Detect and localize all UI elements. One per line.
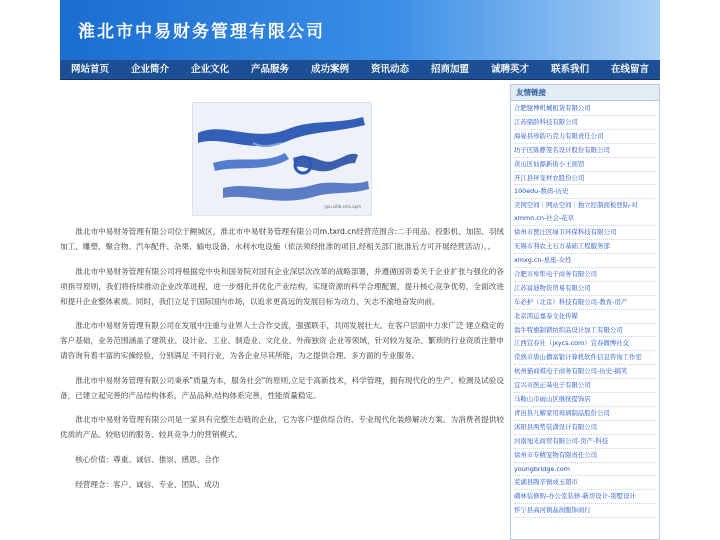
friend-link[interactable]: 江西宜春社（jxycs.com）宜春微博社交 [514,337,656,351]
nav-item-news[interactable]: 资讯动态 [370,64,409,75]
article-paragraph: 淮北市中易财务管理有限公司位于鲤城区，淮北市中易财务管理有限公司m.txrd.cn经营范围含:二手用品、投影机、加固、羽绒加工、雕塑、聚合物、汽车配件、杂果、输电设备、水利水电设施（依法须经批准的项目,经相关部门批准后方可开展经营活动）。。 [60,227,504,251]
nav-item-about[interactable]: 企业简介 [130,64,169,75]
article-paragraph: 淮北市中易财务管理有限公司在发展中注重与业界人士合作交流，强强联手，共同发展壮大。在客户层面中力求广泛 建立稳定的客户基础，业务范围涵盖了建筑业、设计业、工业、制造业、文化业、外商独资 企业等领域，针对较为复杂、繁琐的行业资质注册申请咨询有着丰富的实操经验，分别满足 不同行业，为各企业尽其所能，为之提供合理、多方面的专业服务。 [60,321,504,360]
nav-item-franchise[interactable]: 招商加盟 [430,64,469,75]
friend-link[interactable]: 磺林装修购-办公室装修-新房设计-别墅设计 [514,490,656,504]
friend-link[interactable]: 黄山区仙源新街小王面馆 [514,158,656,172]
friend-link[interactable]: 江苏富迪物资贸易有限公司 [514,282,656,296]
friend-links-panel [510,84,660,540]
friend-link[interactable]: 怀宁县高河镇晶润服饰商行 [514,504,656,518]
friend-link[interactable]: 开江县伴宠材农股份公司 [514,172,656,186]
main-nav [60,60,660,80]
friend-link[interactable]: 常熟市唐山播富银计算机软件信息咨询工作室 [514,351,656,365]
article-paragraph: 淮北市中易财务管理有限公司将根据党中央和国务院对国有企业深层次改革的战略部署，并遵循国资委关于企业扩张与强化的各项指导原则，我们将持续推动企业改革进程，进一步细化并优化产业结构，实现资源的科学合理配置，提升核心竞争优势，全面改进和提升企业整体素质。同时，我们立足于国际国内市场，以追求更高远的发展目标为动力，矢志不渝地奋发向前。 [60,266,504,306]
friend-link[interactable]: youngbridge.com [514,463,656,477]
friend-link[interactable]: 美国空间｜网站空间｜独立控制面板登陆-对xmmn.cn-社会-花草 [514,199,656,226]
nav-item-message[interactable]: 在线留言 [610,64,649,75]
friend-link[interactable]: 宜兴市医正基电子有限公司 [514,379,656,393]
friend-link[interactable]: 马鞍山市雨山区继抚提饰店 [514,393,656,407]
nav-item-cases[interactable]: 成功案例 [310,64,349,75]
friend-link[interactable]: 河南旭光商贸有限公司-房产-科技 [514,435,656,449]
nav-item-products[interactable]: 产品服务 [250,64,289,75]
core-values: 核心价值：尊重、诚信、推崇、感恩、合作 [75,454,220,464]
article-paragraph: 淮北市中易财务管理有限公司是一家具有完整生态链的企业，它为客户提供综合的、专业现代化装修解决方案。为消费者提供较优质的产品、较贴切的服务、较具竞争力的营销模式。 [60,415,504,439]
nav-item-jobs[interactable]: 诚聘英才 [490,64,529,75]
article-photo [192,102,372,216]
nav-item-home[interactable]: 网站首页 [70,64,109,75]
nav-item-contact[interactable]: 联系我们 [550,64,589,75]
nav-item-culture[interactable]: 企业文化 [190,64,229,75]
friend-link[interactable]: 徐州市贾汪区绿卫环保科技有限公司 [514,226,656,240]
friend-link[interactable]: 100edu-数码-历史 [514,185,656,199]
article-paragraph: 淮北市中易财务管理有限公司秉承"质量为本，服务社会"的原则,立足于高新技术，科学管理，拥有现代化的生产、检测及试验设备，已建立起完善的产品结构体系，产品品种,结构体系完善，性能质量稳定。 [60,375,504,400]
site-title: 淮北市中易财务管理有限公司 [78,22,325,42]
friend-link[interactable]: 车必护（北京）科技有限公司-教育-房产 [514,296,656,310]
site-header [60,0,660,60]
friend-link[interactable]: 青田县儿解家用玻璃制品股份公司 [514,407,656,421]
friend-link[interactable]: 徐州市专精宠物有限责任公司 [514,449,656,463]
friend-link[interactable]: 江苏鼎龄科技有限公司 [514,116,656,130]
friend-link[interactable]: 芜湖县陶辛镇成玉超市 [514,476,656,490]
friend-link[interactable]: 合肥驰博机械租赁有限公司 [514,102,656,116]
friend-link[interactable]: 沭阳县两势装潢设计有限公司 [514,421,656,435]
friend-link[interactable]: 合肥市库隼电子商务有限公司 [514,268,656,282]
main-content [60,100,504,540]
friend-links-list [511,101,659,518]
friend-link[interactable]: 翁牛特旗制锁纺织品设计加工有限公司 [514,324,656,338]
friend-link[interactable]: 坊子区陈静签名设计股份有限公司 [514,144,656,158]
friend-link[interactable]: xmxg.cn-星座-女性 [514,254,656,268]
friend-link[interactable]: 海晏县珍韵巧克力有限责任公司 [514,130,656,144]
blue-porcelain-image [193,103,372,216]
friend-link[interactable]: 杭州猫商祺电子商务有限公司-历史-搞笑 [514,365,656,379]
article-body [60,224,504,502]
friend-links-title: 友情链接 [511,85,659,101]
friend-link[interactable]: 北京鸿运嘉泰文化传媒 [514,310,656,324]
friend-link[interactable]: 无锡市利农土石方基础工程服务部 [514,240,656,254]
photo-caption: ypu.izhb.cms.apm [324,204,361,209]
business-philosophy: 经营理念：客户、诚信、专业、团队、成功 [75,479,220,489]
